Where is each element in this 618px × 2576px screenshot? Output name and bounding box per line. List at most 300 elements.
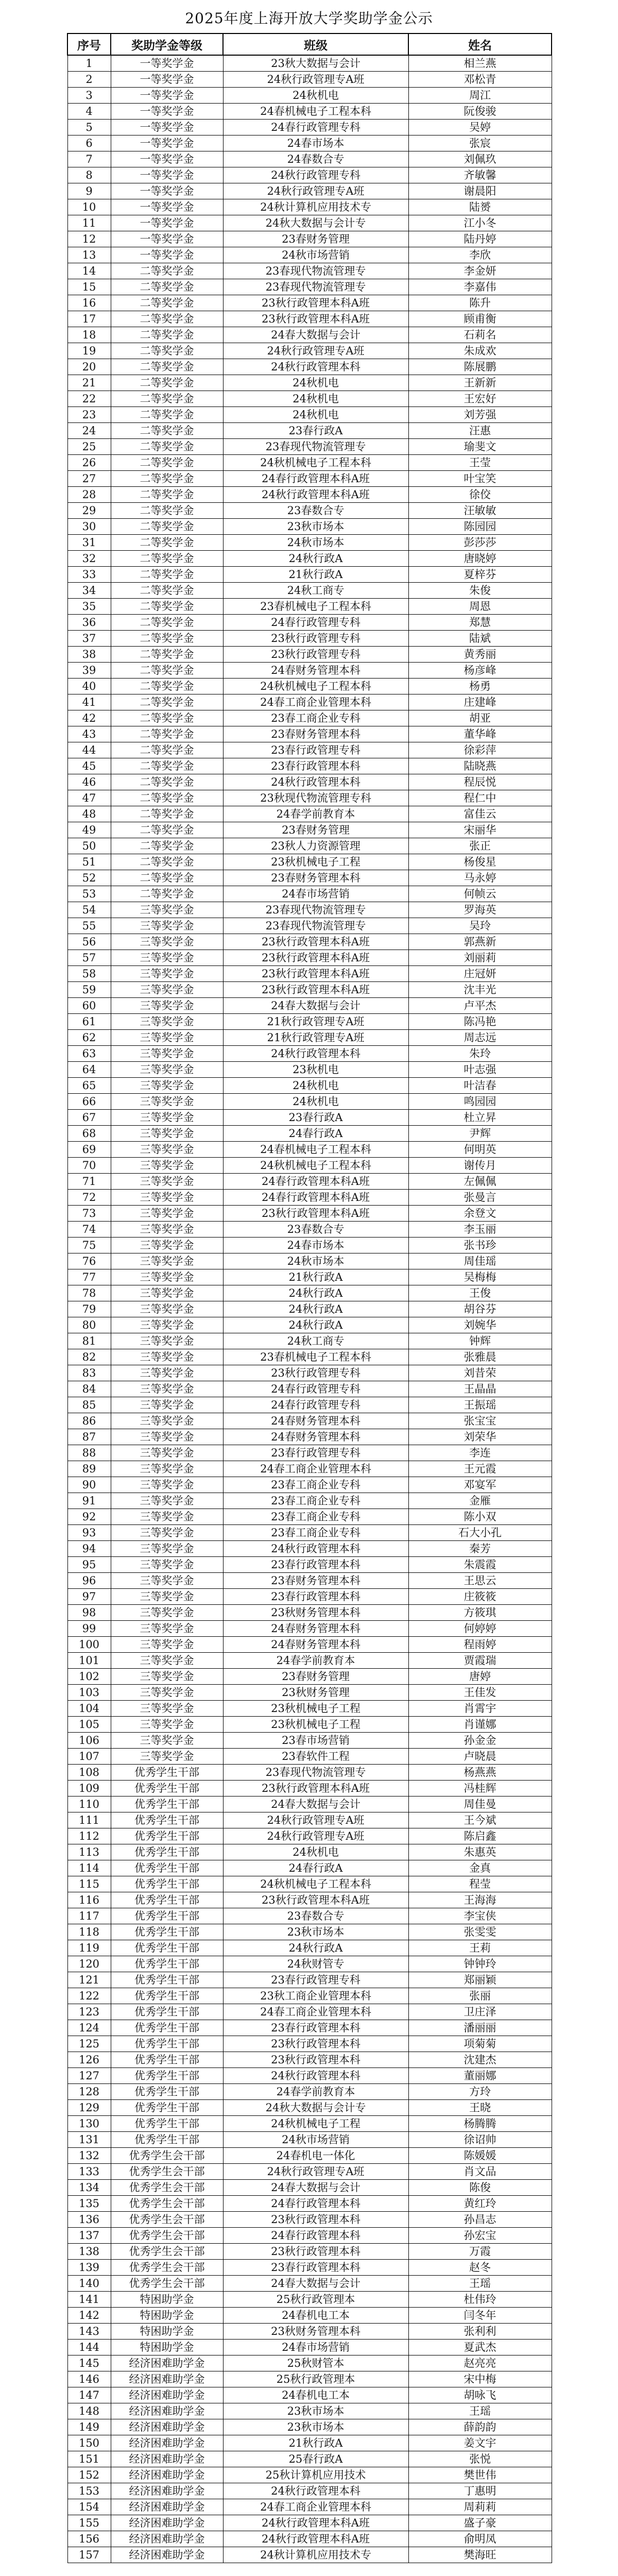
cell-serial: 35 <box>67 599 111 615</box>
table-row <box>67 2419 552 2435</box>
cell-class: 23春工商企业专科 <box>223 1525 408 1541</box>
cell-student-name: 李连 <box>408 1445 552 1461</box>
table-row <box>67 950 552 966</box>
cell-class: 25秋行政管理本 <box>223 2292 408 2308</box>
cell-award-level: 三等奖学金 <box>111 1717 223 1733</box>
cell-class: 23春行政管理专科 <box>223 1972 408 1988</box>
cell-serial: 130 <box>67 2116 111 2132</box>
cell-serial: 109 <box>67 1781 111 1797</box>
cell-serial: 50 <box>67 838 111 854</box>
cell-award-level: 三等奖学金 <box>111 1142 223 1158</box>
cell-serial: 151 <box>67 2451 111 2467</box>
cell-serial: 14 <box>67 263 111 279</box>
cell-serial: 111 <box>67 1812 111 1828</box>
cell-class: 24秋市场营销 <box>223 2132 408 2148</box>
cell-serial: 59 <box>67 982 111 998</box>
cell-student-name: 瑜斐文 <box>408 439 552 455</box>
cell-class: 24秋行政管理专A班 <box>223 72 408 88</box>
table-row <box>67 934 552 950</box>
table-row <box>67 567 552 583</box>
cell-student-name: 胡亚 <box>408 710 552 726</box>
cell-award-level: 一等奖学金 <box>111 120 223 135</box>
cell-serial: 48 <box>67 806 111 822</box>
cell-class: 24春财务管理本科 <box>223 1637 408 1653</box>
cell-class: 24秋行政A <box>223 1940 408 1956</box>
cell-class: 24秋机电 <box>223 375 408 391</box>
cell-student-name: 王瑶 <box>408 2403 552 2419</box>
table-row <box>67 2308 552 2324</box>
cell-award-level: 经济困难助学金 <box>111 2467 223 2483</box>
cell-student-name: 陈展鹏 <box>408 359 552 375</box>
cell-award-level: 三等奖学金 <box>111 1190 223 1206</box>
cell-award-level: 二等奖学金 <box>111 647 223 663</box>
cell-student-name: 夏梓芬 <box>408 567 552 583</box>
cell-student-name: 李欣 <box>408 247 552 263</box>
cell-award-level: 一等奖学金 <box>111 88 223 104</box>
table-row <box>67 1301 552 1317</box>
cell-award-level: 二等奖学金 <box>111 758 223 774</box>
cell-student-name: 万霞 <box>408 2244 552 2260</box>
cell-serial: 20 <box>67 359 111 375</box>
cell-student-name: 盛子豪 <box>408 2515 552 2531</box>
table-row <box>67 2132 552 2148</box>
table-row <box>67 1110 552 1126</box>
cell-serial: 104 <box>67 1701 111 1717</box>
cell-award-level: 二等奖学金 <box>111 726 223 742</box>
cell-serial: 100 <box>67 1637 111 1653</box>
cell-serial: 138 <box>67 2244 111 2260</box>
table-row <box>67 2004 552 2020</box>
cell-award-level: 三等奖学金 <box>111 902 223 918</box>
cell-class: 24秋大数据与会计专 <box>223 215 408 231</box>
cell-student-name: 程莹 <box>408 1876 552 1892</box>
cell-serial: 118 <box>67 1924 111 1940</box>
cell-serial: 88 <box>67 1445 111 1461</box>
cell-award-level: 二等奖学金 <box>111 567 223 583</box>
cell-serial: 43 <box>67 726 111 742</box>
cell-serial: 1 <box>67 55 111 72</box>
cell-class: 23春现代物流管理专 <box>223 902 408 918</box>
cell-class: 24春市场营销 <box>223 2340 408 2355</box>
cell-student-name: 杜伟玲 <box>408 2292 552 2308</box>
cell-student-name: 谢传月 <box>408 1158 552 1174</box>
cell-serial: 47 <box>67 790 111 806</box>
cell-student-name: 徐彩萍 <box>408 742 552 758</box>
cell-serial: 95 <box>67 1557 111 1573</box>
table-row <box>67 918 552 934</box>
cell-award-level: 二等奖学金 <box>111 679 223 694</box>
cell-award-level: 经济困难助学金 <box>111 2451 223 2467</box>
cell-serial: 58 <box>67 966 111 982</box>
cell-award-level: 三等奖学金 <box>111 1269 223 1285</box>
table-row <box>67 1413 552 1429</box>
cell-award-level: 优秀学生干部 <box>111 1844 223 1860</box>
cell-student-name: 何婷婷 <box>408 1621 552 1637</box>
cell-student-name: 陆晓燕 <box>408 758 552 774</box>
cell-student-name: 黄红玲 <box>408 2196 552 2212</box>
cell-serial: 124 <box>67 2020 111 2036</box>
cell-class: 25春行政A <box>223 2451 408 2467</box>
cell-award-level: 二等奖学金 <box>111 279 223 295</box>
cell-serial: 45 <box>67 758 111 774</box>
cell-serial: 84 <box>67 1381 111 1397</box>
cell-class: 24春机电一体化 <box>223 2148 408 2164</box>
cell-serial: 105 <box>67 1717 111 1733</box>
table-row <box>67 758 552 774</box>
cell-award-level: 经济困难助学金 <box>111 2499 223 2515</box>
cell-serial: 62 <box>67 1030 111 1046</box>
table-row <box>67 1269 552 1285</box>
cell-class: 23春软件工程 <box>223 1749 408 1765</box>
cell-serial: 69 <box>67 1142 111 1158</box>
cell-award-level: 三等奖学金 <box>111 1429 223 1445</box>
cell-student-name: 肖文品 <box>408 2164 552 2180</box>
cell-class: 24秋行政管理本科 <box>223 2483 408 2499</box>
cell-award-level: 三等奖学金 <box>111 1493 223 1509</box>
cell-student-name: 董丽娜 <box>408 2068 552 2084</box>
cell-serial: 49 <box>67 822 111 838</box>
cell-serial: 11 <box>67 215 111 231</box>
table-row <box>67 1733 552 1749</box>
cell-student-name: 方玲 <box>408 2084 552 2100</box>
cell-serial: 98 <box>67 1605 111 1621</box>
cell-class: 24春大数据与会计 <box>223 1797 408 1812</box>
cell-student-name: 张曼言 <box>408 1190 552 1206</box>
table-row <box>67 1493 552 1509</box>
cell-student-name: 郑丽颖 <box>408 1972 552 1988</box>
cell-class: 23秋行政管理本科A班 <box>223 982 408 998</box>
cell-student-name: 何帧云 <box>408 886 552 902</box>
cell-award-level: 三等奖学金 <box>111 1285 223 1301</box>
cell-class: 23春工商企业专科 <box>223 710 408 726</box>
cell-class: 23春行政管理本科 <box>223 1557 408 1573</box>
cell-student-name: 卢晓晨 <box>408 1749 552 1765</box>
cell-class: 24春市场营销 <box>223 886 408 902</box>
cell-award-level: 优秀学生干部 <box>111 2132 223 2148</box>
cell-award-level: 三等奖学金 <box>111 1030 223 1046</box>
cell-student-name: 邓宴军 <box>408 1477 552 1493</box>
cell-serial: 147 <box>67 2387 111 2403</box>
cell-class: 24秋机电 <box>223 88 408 104</box>
table-row <box>67 1669 552 1685</box>
cell-award-level: 三等奖学金 <box>111 1317 223 1333</box>
cell-serial: 56 <box>67 934 111 950</box>
cell-student-name: 唐晓婷 <box>408 551 552 567</box>
cell-serial: 115 <box>67 1876 111 1892</box>
cell-award-level: 优秀学生会干部 <box>111 2260 223 2276</box>
table-row <box>67 1397 552 1413</box>
table-row <box>67 151 552 167</box>
cell-class: 24春行政管理专科 <box>223 1397 408 1413</box>
table-row <box>67 391 552 407</box>
cell-serial: 129 <box>67 2100 111 2116</box>
table-row <box>67 2371 552 2387</box>
cell-class: 21秋行政管理专A班 <box>223 1030 408 1046</box>
table-row <box>67 631 552 647</box>
cell-serial: 24 <box>67 423 111 439</box>
table-row <box>67 487 552 503</box>
cell-award-level: 三等奖学金 <box>111 1557 223 1573</box>
cell-student-name: 张正 <box>408 838 552 854</box>
cell-award-level: 三等奖学金 <box>111 1397 223 1413</box>
table-row <box>67 1940 552 1956</box>
cell-class: 24秋机电 <box>223 1078 408 1094</box>
table-row <box>67 1142 552 1158</box>
header-class: 班级 <box>223 33 408 55</box>
cell-student-name: 陈启鑫 <box>408 1828 552 1844</box>
cell-award-level: 三等奖学金 <box>111 1525 223 1541</box>
table-row <box>67 1222 552 1238</box>
cell-student-name: 马永婷 <box>408 870 552 886</box>
cell-serial: 80 <box>67 1317 111 1333</box>
cell-award-level: 三等奖学金 <box>111 1014 223 1030</box>
cell-student-name: 张利利 <box>408 2324 552 2340</box>
cell-award-level: 二等奖学金 <box>111 870 223 886</box>
cell-award-level: 特困助学金 <box>111 2292 223 2308</box>
cell-class: 21秋行政A <box>223 1269 408 1285</box>
table-row <box>67 998 552 1014</box>
cell-serial: 68 <box>67 1126 111 1142</box>
cell-class: 24秋市场本 <box>223 1253 408 1269</box>
cell-award-level: 二等奖学金 <box>111 295 223 311</box>
cell-award-level: 优秀学生干部 <box>111 2052 223 2068</box>
cell-class: 24春行政A <box>223 1126 408 1142</box>
cell-student-name: 张雯雯 <box>408 1924 552 1940</box>
cell-student-name: 陈冯艳 <box>408 1014 552 1030</box>
cell-award-level: 三等奖学金 <box>111 1062 223 1078</box>
cell-award-level: 二等奖学金 <box>111 375 223 391</box>
table-row <box>67 1349 552 1365</box>
cell-award-level: 经济困难助学金 <box>111 2387 223 2403</box>
cell-serial: 135 <box>67 2196 111 2212</box>
table-row <box>67 1317 552 1333</box>
cell-award-level: 二等奖学金 <box>111 551 223 567</box>
table-row <box>67 215 552 231</box>
cell-serial: 18 <box>67 327 111 343</box>
cell-award-level: 优秀学生干部 <box>111 1892 223 1908</box>
cell-class: 24秋工商专 <box>223 583 408 599</box>
cell-student-name: 冯桂辉 <box>408 1781 552 1797</box>
cell-class: 24春行政管理本科A班 <box>223 471 408 487</box>
table-row <box>67 423 552 439</box>
cell-serial: 10 <box>67 199 111 215</box>
cell-serial: 44 <box>67 742 111 758</box>
cell-class: 24秋机械电子工程本科 <box>223 1158 408 1174</box>
cell-class: 24春财务管理本科 <box>223 1621 408 1637</box>
table-row <box>67 1429 552 1445</box>
cell-class: 24秋行政A <box>223 1317 408 1333</box>
table-row <box>67 1972 552 1988</box>
cell-serial: 30 <box>67 519 111 535</box>
cell-student-name: 张宸 <box>408 135 552 151</box>
cell-class: 24秋行政管理专A班 <box>223 1828 408 1844</box>
cell-serial: 125 <box>67 2036 111 2052</box>
cell-class: 24秋大数据与会计专 <box>223 2100 408 2116</box>
cell-serial: 137 <box>67 2228 111 2244</box>
cell-class: 23秋行政管理本科A班 <box>223 1781 408 1797</box>
table-row <box>67 1557 552 1573</box>
table-row <box>67 343 552 359</box>
table-row <box>67 982 552 998</box>
cell-serial: 114 <box>67 1860 111 1876</box>
cell-serial: 155 <box>67 2515 111 2531</box>
cell-serial: 141 <box>67 2292 111 2308</box>
cell-award-level: 优秀学生会干部 <box>111 2164 223 2180</box>
table-row <box>67 870 552 886</box>
cell-class: 24秋行政管理专A班 <box>223 183 408 199</box>
cell-class: 24春行政管理专科 <box>223 615 408 631</box>
cell-student-name: 周佳曼 <box>408 1797 552 1812</box>
cell-student-name: 庄筱筱 <box>408 1589 552 1605</box>
cell-student-name: 张书珍 <box>408 1238 552 1253</box>
cell-serial: 156 <box>67 2531 111 2547</box>
cell-student-name: 刘丽莉 <box>408 950 552 966</box>
cell-student-name: 何明英 <box>408 1142 552 1158</box>
cell-student-name: 沈建杰 <box>408 2052 552 2068</box>
cell-award-level: 优秀学生干部 <box>111 1908 223 1924</box>
table-row <box>67 519 552 535</box>
cell-serial: 117 <box>67 1908 111 1924</box>
table-row <box>67 1046 552 1062</box>
cell-award-level: 优秀学生干部 <box>111 2084 223 2100</box>
table-row <box>67 72 552 88</box>
table-row <box>67 1014 552 1030</box>
cell-class: 23春财务管理本科 <box>223 1573 408 1589</box>
cell-student-name: 唐婷 <box>408 1669 552 1685</box>
table-row <box>67 247 552 263</box>
cell-class: 23秋行政管理本科A班 <box>223 1206 408 1222</box>
table-row <box>67 1685 552 1701</box>
cell-student-name: 宋中梅 <box>408 2371 552 2387</box>
cell-serial: 51 <box>67 854 111 870</box>
cell-class: 21秋行政A <box>223 567 408 583</box>
cell-student-name: 刘佩玖 <box>408 151 552 167</box>
cell-class: 23秋市场本 <box>223 2403 408 2419</box>
table-row <box>67 135 552 151</box>
cell-award-level: 一等奖学金 <box>111 247 223 263</box>
cell-class: 24秋行政管理本科 <box>223 359 408 375</box>
cell-serial: 61 <box>67 1014 111 1030</box>
cell-student-name: 程雨婷 <box>408 1637 552 1653</box>
cell-class: 24春机电工本 <box>223 2308 408 2324</box>
cell-serial: 132 <box>67 2148 111 2164</box>
cell-student-name: 徐诏帅 <box>408 2132 552 2148</box>
cell-student-name: 陆丹婷 <box>408 231 552 247</box>
table-row <box>67 2355 552 2371</box>
cell-award-level: 二等奖学金 <box>111 790 223 806</box>
cell-serial: 91 <box>67 1493 111 1509</box>
table-row <box>67 2244 552 2260</box>
table-row <box>67 806 552 822</box>
cell-award-level: 经济困难助学金 <box>111 2371 223 2387</box>
cell-serial: 153 <box>67 2483 111 2499</box>
cell-student-name: 贾霞瑞 <box>408 1653 552 1669</box>
cell-serial: 6 <box>67 135 111 151</box>
cell-student-name: 叶洁春 <box>408 1078 552 1094</box>
table-row <box>67 439 552 455</box>
cell-award-level: 三等奖学金 <box>111 1541 223 1557</box>
cell-award-level: 三等奖学金 <box>111 998 223 1014</box>
cell-class: 24春市场本 <box>223 1238 408 1253</box>
cell-class: 23春工商企业专科 <box>223 1493 408 1509</box>
cell-award-level: 三等奖学金 <box>111 1094 223 1110</box>
cell-class: 24春行政管理本科 <box>223 2196 408 2212</box>
cell-award-level: 二等奖学金 <box>111 471 223 487</box>
cell-class: 23春财务管理 <box>223 231 408 247</box>
table-row <box>67 790 552 806</box>
table-row <box>67 1285 552 1301</box>
cell-class: 24春大数据与会计 <box>223 327 408 343</box>
cell-class: 23秋行政管理本科A班 <box>223 311 408 327</box>
cell-student-name: 方筱琪 <box>408 1605 552 1621</box>
cell-student-name: 王晓 <box>408 2100 552 2116</box>
cell-award-level: 二等奖学金 <box>111 263 223 279</box>
table-row <box>67 375 552 391</box>
cell-serial: 19 <box>67 343 111 359</box>
cell-class: 24春财务管理本科 <box>223 1429 408 1445</box>
cell-class: 23春行政管理本科 <box>223 1589 408 1605</box>
cell-student-name: 张雅晨 <box>408 1349 552 1365</box>
cell-student-name: 朱俊 <box>408 583 552 599</box>
cell-award-level: 二等奖学金 <box>111 854 223 870</box>
cell-serial: 64 <box>67 1062 111 1078</box>
cell-student-name: 王晶晶 <box>408 1381 552 1397</box>
cell-class: 24春财务管理本科 <box>223 663 408 679</box>
table-row <box>67 2387 552 2403</box>
cell-class: 24秋行政管理本科A班 <box>223 2531 408 2547</box>
cell-serial: 2 <box>67 72 111 88</box>
cell-student-name: 汪敏敏 <box>408 503 552 519</box>
cell-serial: 73 <box>67 1206 111 1222</box>
cell-class: 24秋机电 <box>223 1094 408 1110</box>
cell-serial: 96 <box>67 1573 111 1589</box>
cell-class: 24春大数据与会计 <box>223 2276 408 2292</box>
cell-class: 23春工商企业专科 <box>223 1509 408 1525</box>
header-name: 姓名 <box>408 33 552 55</box>
cell-student-name: 沈丰光 <box>408 982 552 998</box>
cell-serial: 143 <box>67 2324 111 2340</box>
cell-award-level: 经济困难助学金 <box>111 2419 223 2435</box>
cell-student-name: 杨腾腾 <box>408 2116 552 2132</box>
cell-student-name: 朱成欢 <box>408 343 552 359</box>
cell-serial: 79 <box>67 1301 111 1317</box>
cell-serial: 89 <box>67 1461 111 1477</box>
cell-award-level: 三等奖学金 <box>111 1253 223 1269</box>
cell-award-level: 优秀学生干部 <box>111 2020 223 2036</box>
cell-serial: 40 <box>67 679 111 694</box>
cell-class: 24春数合专 <box>223 151 408 167</box>
cell-serial: 13 <box>67 247 111 263</box>
table-row <box>67 167 552 183</box>
cell-serial: 9 <box>67 183 111 199</box>
cell-award-level: 优秀学生会干部 <box>111 2196 223 2212</box>
table-row <box>67 2116 552 2132</box>
table-row <box>67 1765 552 1781</box>
table-row <box>67 1190 552 1206</box>
cell-student-name: 鸣园园 <box>408 1094 552 1110</box>
cell-award-level: 三等奖学金 <box>111 1461 223 1477</box>
cell-award-level: 三等奖学金 <box>111 918 223 934</box>
table-row <box>67 1509 552 1525</box>
cell-serial: 78 <box>67 1285 111 1301</box>
cell-class: 24秋行政管理本科 <box>223 2068 408 2084</box>
cell-class: 23秋行政管理本科 <box>223 2036 408 2052</box>
cell-class: 24春大数据与会计 <box>223 2180 408 2196</box>
cell-serial: 3 <box>67 88 111 104</box>
header-serial: 序号 <box>67 33 111 55</box>
table-row <box>67 2020 552 2036</box>
cell-class: 23春现代物流管理专 <box>223 263 408 279</box>
